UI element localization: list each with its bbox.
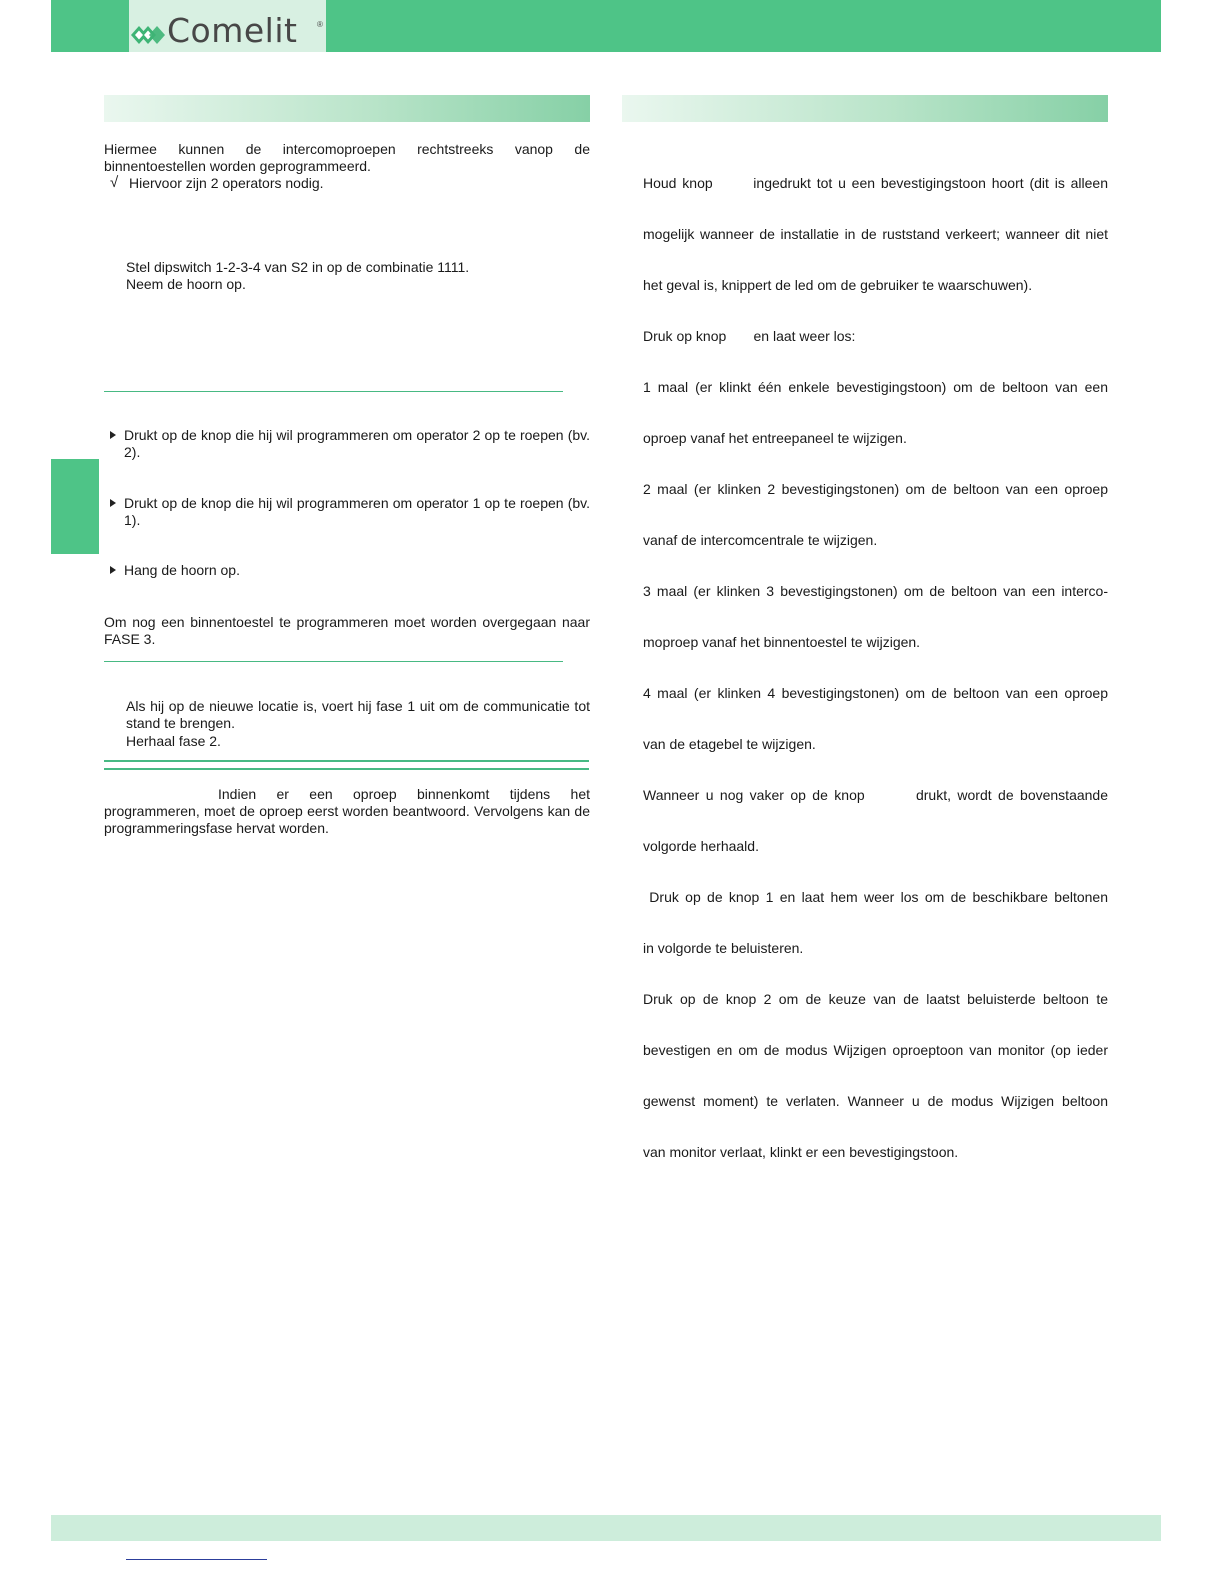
registered-mark: ® [317, 20, 323, 29]
text-line: 4 maal (er klinken 4 bevestigingstonen) om de beltoon van een oproep [643, 685, 1108, 701]
text-line: moproep vanaf het binnentoestel te wijzigen. [643, 634, 921, 650]
text-line: bevestigen en om de modus Wijzigen oproeptoon van monitor (op ieder [643, 1042, 1108, 1058]
text-line: mogelijk wanneer de installatie in de ruststand verkeert; wanneer dit niet [643, 226, 1108, 242]
divider [104, 391, 563, 392]
next-device-paragraph: Om nog een binnentoestel te programmeren moet worden overgegaan naar FASE 3. [104, 614, 590, 647]
operators-note: Hiervoor zijn 2 operators nodig. [129, 175, 324, 191]
step-line-handset: Neem de hoorn op. [126, 276, 246, 292]
right-section-header-bar [622, 95, 1108, 122]
phase-paragraph: Als hij op de nieuwe locatie is, voert hij fase 1 uit om de communicatie tot stand te brengen. [126, 698, 590, 731]
triangle-bullet-icon [110, 431, 116, 439]
repeat-phase-line: Herhaal fase 2. [126, 733, 221, 749]
text-line: Druk op de knop 2 om de keuze van de laatst beluisterde beltoon te [643, 991, 1108, 1007]
text-line: 3 maal (er klinken 3 bevestigingstonen) om de beltoon van een interco- [643, 583, 1108, 599]
note-paragraph: Indien er een oproep binnenkomt tijdens het programmeren, moet de oproep eerst worden beantwoord. Vervolgens kan de programmeringsfase hervat worden. [104, 786, 590, 836]
text-line: Wanneer u nog vaker op de knop drukt, wordt de bovenstaande [643, 787, 1108, 803]
bullet-text: Drukt op de knop die hij wil programmeren om operator 1 op te roepen (bv. 1). [124, 495, 590, 528]
text-line: van de etagebel te wijzigen. [643, 736, 816, 752]
brand-name: Comelit [167, 11, 298, 50]
bullet-hang-up [110, 562, 590, 579]
text-line: gewenst moment) te verlaten. Wanneer u de modus Wijzigen beltoon [643, 1093, 1108, 1109]
footer-underline [126, 1559, 267, 1560]
text-line: oproep vanaf het entreepaneel te wijzigen. [643, 430, 907, 446]
brand-logo [129, 0, 326, 52]
text-line: Druk op knop en laat weer los: [643, 328, 856, 344]
text-line: 1 maal (er klinkt één enkele bevestigingstoon) om de beltoon van een [643, 379, 1108, 395]
note-bottom-rule [104, 768, 589, 770]
step-line-dipswitch: Stel dipswitch 1-2-3-4 van S2 in op de combinatie 1111. [126, 259, 470, 275]
check-icon: √ [110, 174, 119, 191]
triangle-bullet-icon [110, 566, 116, 574]
text-line: in volgorde te beluisteren. [643, 940, 804, 956]
bullet-operator-1 [110, 495, 590, 529]
text-line: Houd knop ingedrukt tot u een bevestigingstoon hoort (dit is alleen [643, 175, 1108, 191]
text-line: van monitor verlaat, klinkt er een bevestigingstoon. [643, 1144, 959, 1160]
intro-paragraph: Hiermee kunnen de intercomoproepen rechtstreeks vanop de binnentoestellen worden geprogrammeerd. [104, 141, 590, 174]
divider [104, 661, 563, 662]
text-line: volgorde herhaald. [643, 838, 759, 854]
comelit-mark-icon [131, 22, 165, 48]
text-line: vanaf de intercomcentrale te wijzigen. [643, 532, 878, 548]
left-section-header-bar [104, 95, 590, 122]
bullet-operator-2 [110, 427, 590, 461]
text-line: Druk op de knop 1 en laat hem weer los om de beschikbare beltonen [643, 889, 1108, 905]
footer-bar [51, 1515, 1161, 1541]
bullet-text: Drukt op de knop die hij wil programmeren om operator 2 op te roepen (bv. 2). [124, 427, 590, 460]
ringtone-instructions [643, 141, 1108, 1178]
text-line: het geval is, knippert de led om de gebruiker te waarschuwen). [643, 277, 1033, 293]
triangle-bullet-icon [110, 499, 116, 507]
text-line: 2 maal (er klinken 2 bevestigingstonen) om de beltoon van een oproep [643, 481, 1108, 497]
side-section-tab [51, 459, 99, 554]
bullet-text: Hang de hoorn op. [124, 562, 240, 578]
note-top-rule [104, 760, 589, 762]
